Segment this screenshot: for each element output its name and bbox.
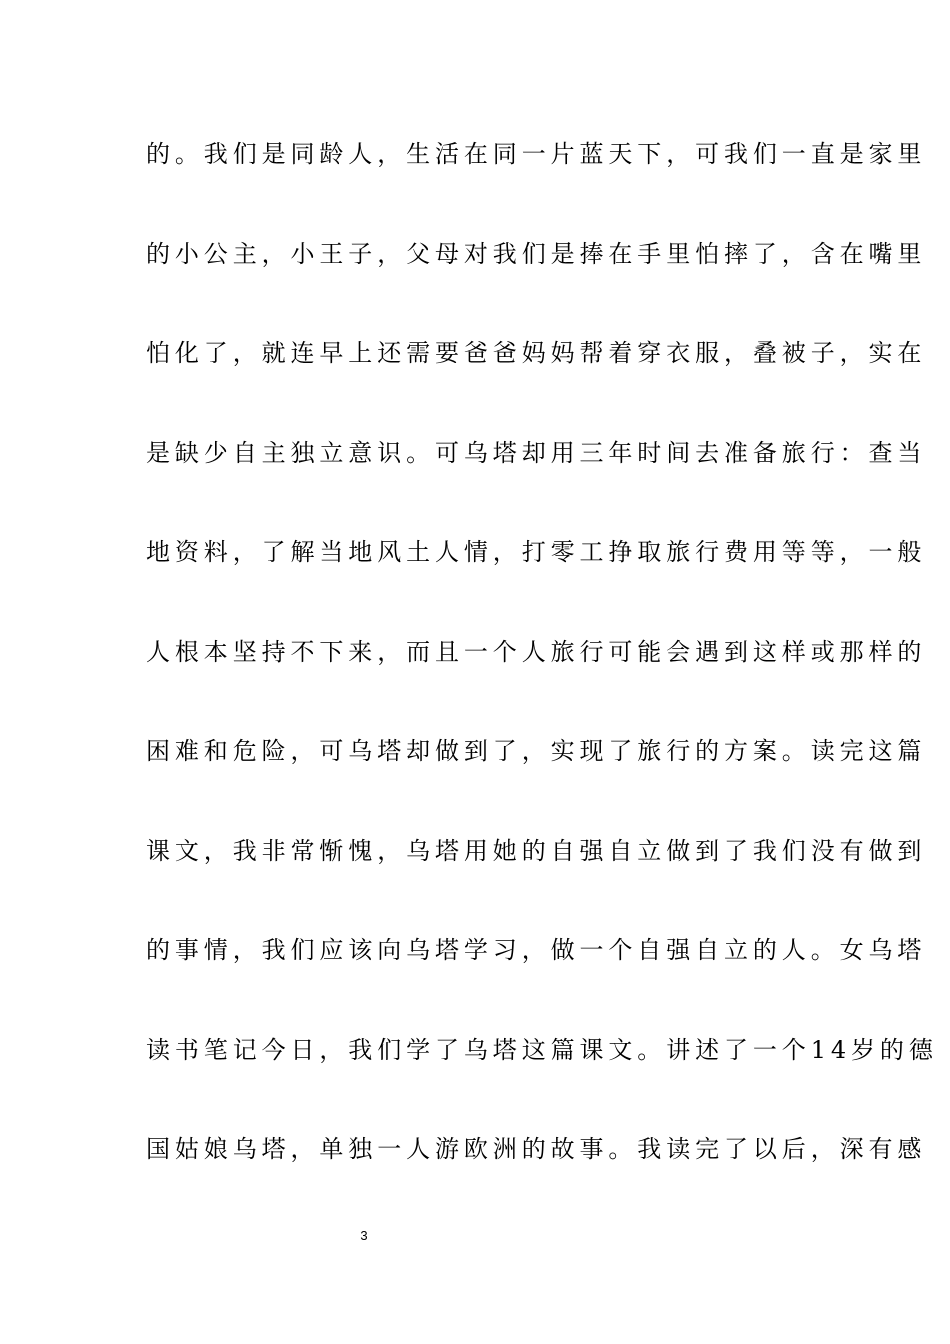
text-line: 人根本坚持不下来，而且一个人旅行可能会遇到这样或那样的 (146, 637, 927, 666)
text-line: 地资料，了解当地风土人情，打零工挣取旅行费用等等，一般 (146, 538, 927, 566)
text-line: 是缺少自主独立意识。可乌塔却用三年时间去准备旅行：查当 (146, 438, 927, 467)
text-line: 怕化了，就连早上还需要爸爸妈妈帮着穿衣服，叠被子，实在 (146, 339, 927, 367)
page-number: 3 (360, 1228, 368, 1243)
text-line: 课文，我非常惭愧，乌塔用她的自强自立做到了我们没有做到 (146, 836, 927, 865)
text-line: 的事情，我们应该向乌塔学习，做一个自强自立的人。女乌塔 (146, 936, 927, 964)
text-line: 的小公主，小王子，父母对我们是捧在手里怕摔了，含在嘴里 (146, 239, 927, 268)
text-line: 的。我们是同龄人，生活在同一片蓝天下，可我们一直是家里 (146, 140, 927, 168)
text-line: 读书笔记今日，我们学了乌塔这篇课文。讲述了一个14岁的德 (146, 1035, 938, 1064)
body-text (146, 124, 938, 1219)
text-line: 困难和危险，可乌塔却做到了，实现了旅行的方案。读完这篇 (146, 737, 927, 765)
text-line: 国姑娘乌塔，单独一人游欧洲的故事。我读完了以后，深有感 (146, 1135, 927, 1163)
